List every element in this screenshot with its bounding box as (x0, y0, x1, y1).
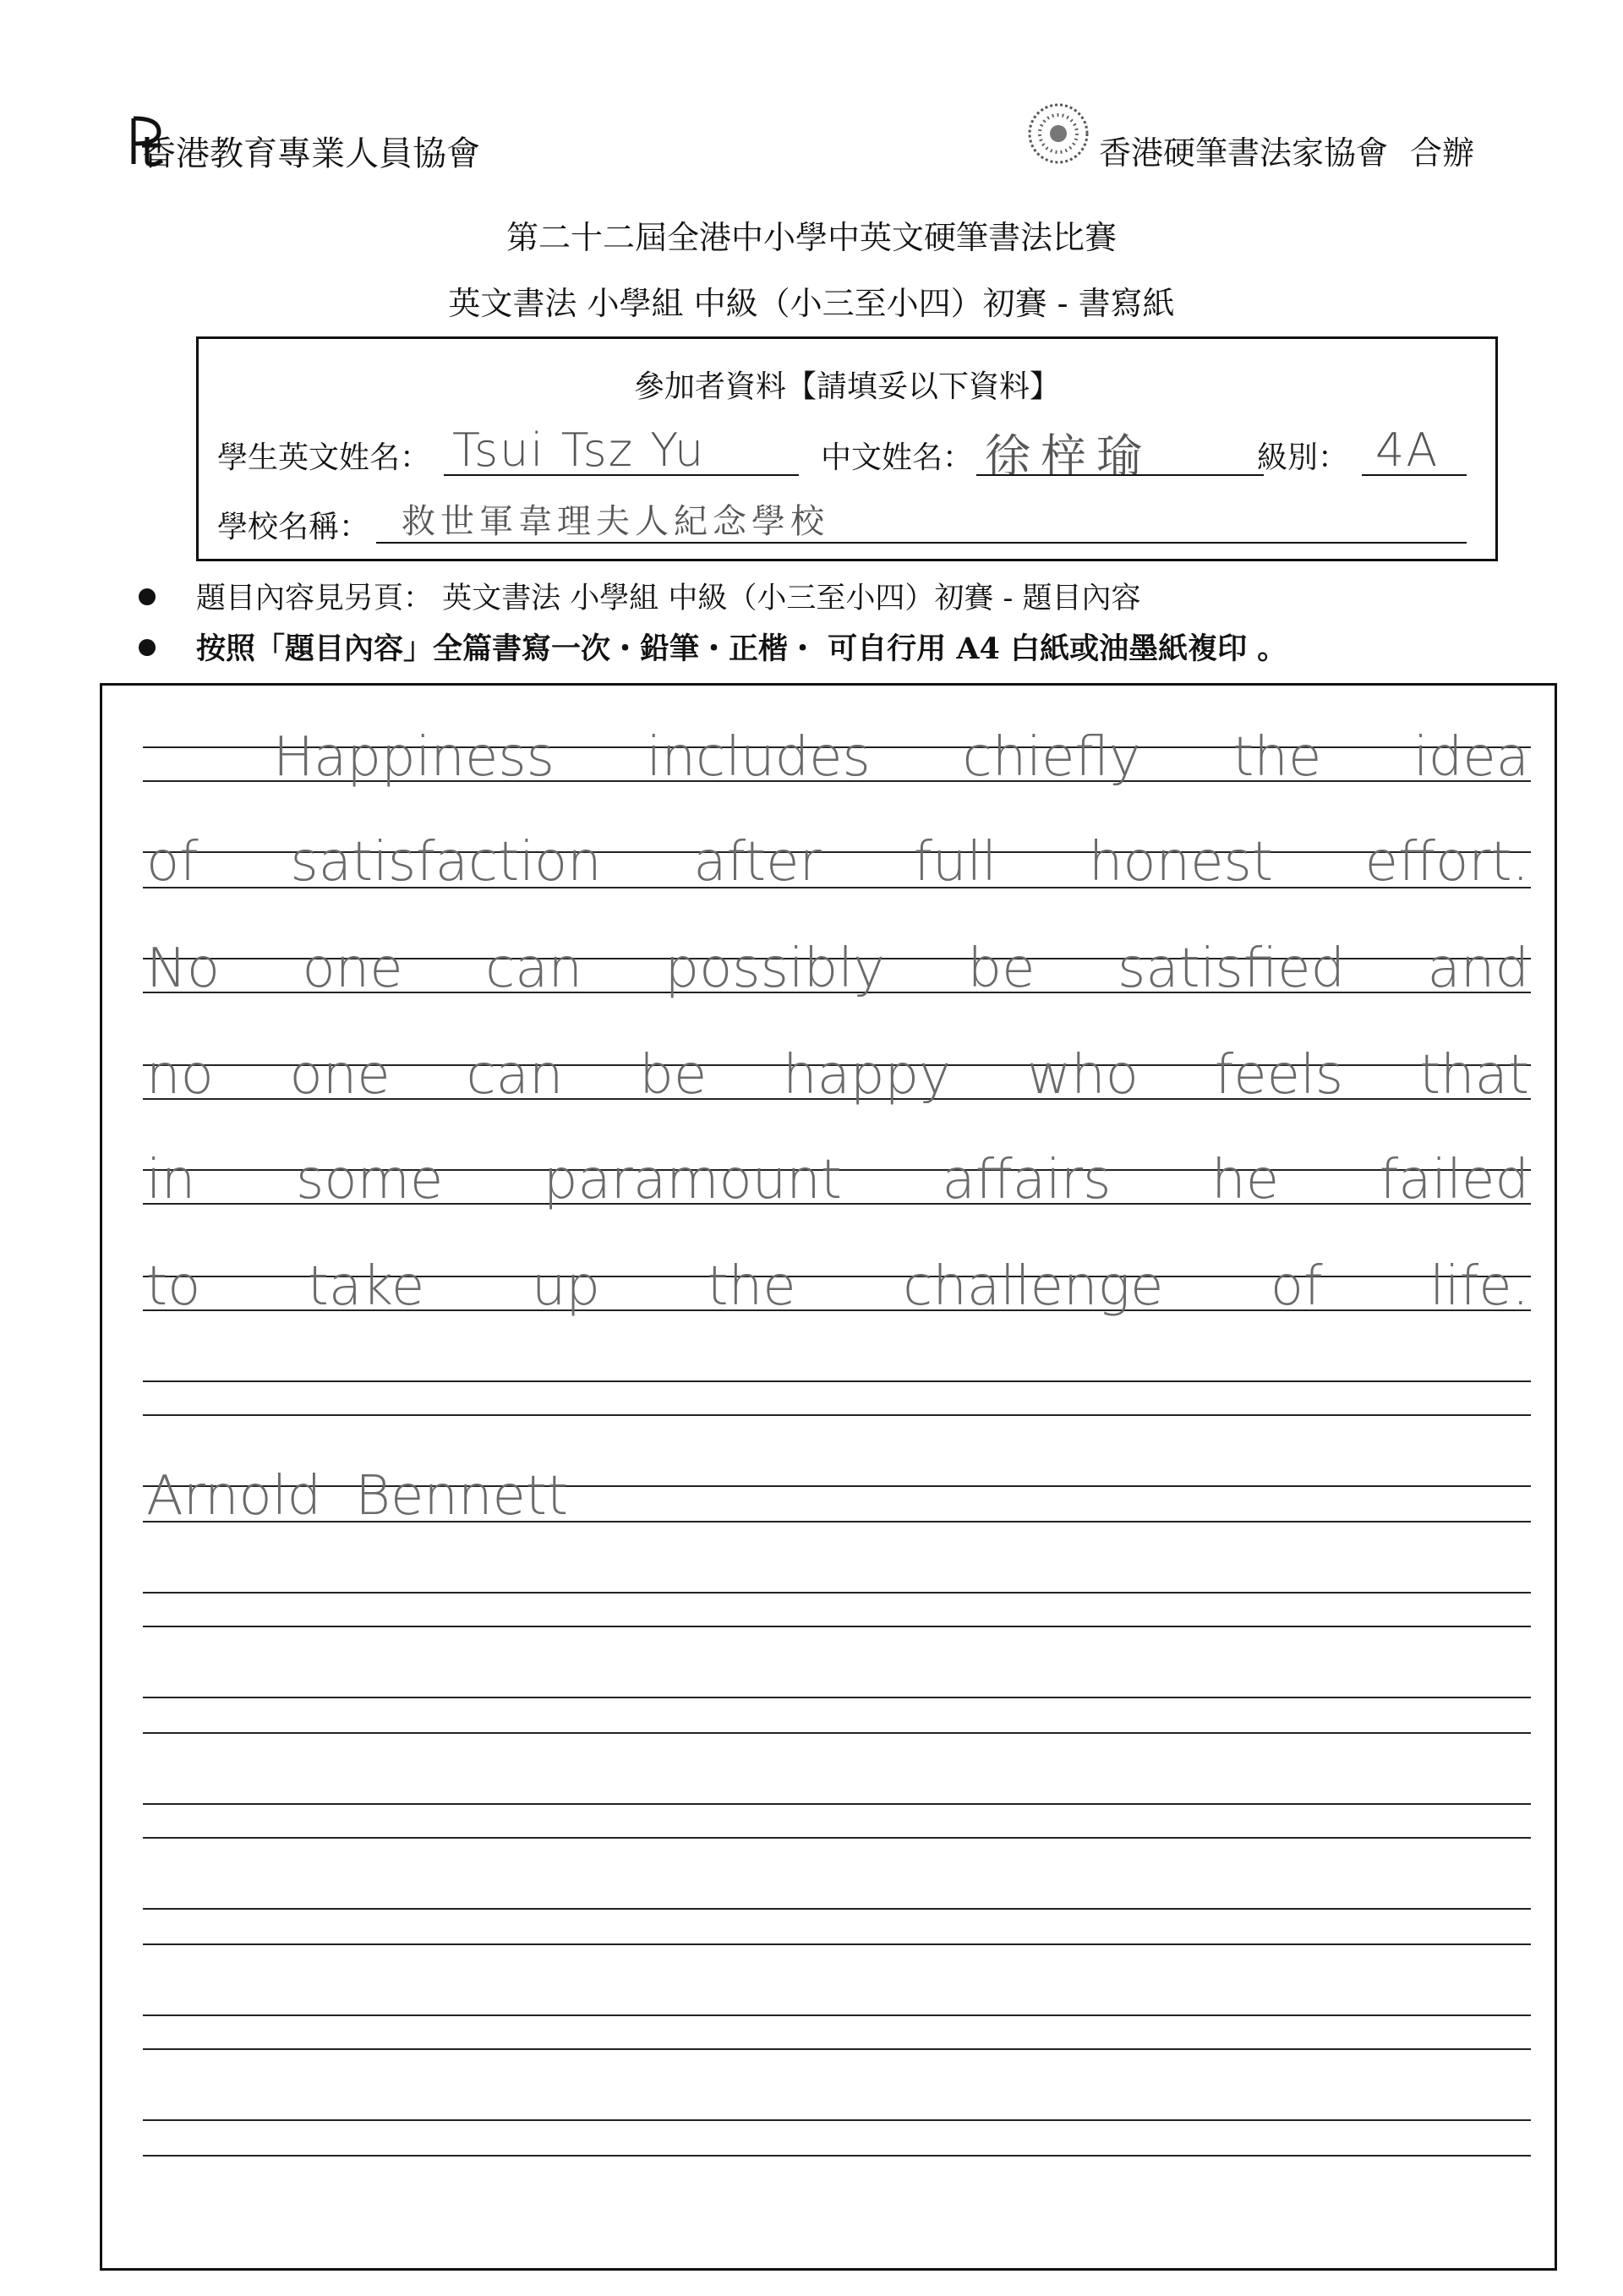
class-value: 4A (1375, 424, 1440, 477)
handwritten-word: of (146, 831, 199, 894)
handwriting-author (146, 1465, 1529, 1528)
handwriting-line (146, 1044, 1529, 1107)
guide-line (143, 1732, 1531, 1734)
guide-line (143, 2014, 1531, 2016)
guide-line (143, 1592, 1531, 1594)
english-name-value: Tsui Tsz Yu (452, 424, 706, 477)
handwritten-word: one (289, 1044, 391, 1107)
handwritten-word: includes (646, 726, 871, 789)
handwritten-word: to (146, 1255, 201, 1318)
handwritten-word: the (707, 1255, 796, 1318)
handwritten-word: be (967, 938, 1036, 1000)
handwritten-word: after (693, 831, 822, 894)
school-label: 學校名稱： (217, 510, 370, 544)
handwritten-word: up (531, 1255, 600, 1318)
organizer-left: 香港教育專業人員協會 (142, 134, 480, 173)
guide-line (143, 1380, 1531, 1382)
chinese-name-label: 中文姓名： (821, 440, 974, 475)
handwritten-word: effort. (1364, 831, 1529, 894)
handwriting-line (146, 726, 1529, 789)
school-line (376, 542, 1467, 544)
handwriting-line (146, 1255, 1529, 1318)
handwritten-word: of (1270, 1255, 1323, 1318)
calligraphy-association-seal-icon (1025, 100, 1092, 167)
handwritten-word: feels (1214, 1044, 1344, 1107)
handwriting-line (146, 831, 1529, 894)
chinese-name-line (976, 474, 1264, 476)
instruction-1: 題目內容見另頁： 英文書法 小學組 中級（小三至小四）初賽 - 題目內容 (196, 582, 1141, 615)
handwritten-word: one (302, 938, 403, 1000)
guide-line (143, 2155, 1531, 2157)
bullet-icon (139, 639, 156, 656)
handwriting-line (146, 1149, 1529, 1211)
handwritten-word: chiefly (962, 726, 1141, 789)
bullet-icon (139, 588, 156, 605)
class-label: 級別： (1257, 440, 1349, 475)
handwritten-word: idea (1413, 726, 1529, 789)
handwritten-word: failed (1379, 1149, 1529, 1211)
handwritten-word: possibly (664, 938, 886, 1000)
paper-title: 英文書法 小學組 中級（小三至小四）初賽 - 書寫紙 (448, 285, 1175, 322)
handwritten-word: he (1211, 1149, 1280, 1211)
guide-line (143, 1943, 1531, 1945)
guide-line (143, 1837, 1531, 1839)
handwritten-word: satisfied (1117, 938, 1346, 1000)
english-name-line (444, 474, 799, 476)
competition-title: 第二十二屆全港中小學中英文硬筆書法比賽 (505, 219, 1117, 256)
handwritten-word: No (146, 938, 221, 1000)
handwritten-word: and (1427, 938, 1529, 1000)
handwritten-word: satisfaction (290, 831, 602, 894)
handwritten-word: full (913, 831, 997, 894)
handwritten-word: happy (783, 1044, 951, 1107)
chinese-name-value: 徐梓瑜 (985, 429, 1152, 483)
school-value: 救世軍韋理夫人紀念學校 (402, 502, 829, 541)
handwritten-word: in (146, 1149, 196, 1211)
handwritten-word: who (1026, 1044, 1139, 1107)
handwritten-word: that (1418, 1044, 1529, 1107)
handwritten-word: the (1232, 726, 1322, 789)
handwritten-word: paramount (543, 1149, 842, 1211)
handwritten-word: affairs (942, 1149, 1112, 1211)
guide-line (143, 2048, 1531, 2050)
handwritten-word: some (295, 1149, 444, 1211)
handwritten-word: Bennett (355, 1465, 569, 1528)
handwritten-word: life. (1429, 1255, 1529, 1318)
guide-line (143, 1626, 1531, 1627)
writing-paper (100, 683, 1557, 2271)
handwritten-word: Arnold (146, 1465, 322, 1528)
handwritten-word: honest (1088, 831, 1273, 894)
co-host-label: 合辦 (1410, 134, 1475, 172)
organizer-right: 香港硬筆書法家協會 (1099, 134, 1389, 172)
handwritten-word: challenge (903, 1255, 1164, 1318)
handwritten-word: no (146, 1044, 214, 1107)
guide-line (143, 1414, 1531, 1416)
handwritten-word: Happiness (273, 726, 555, 789)
handwriting-line (146, 938, 1529, 1000)
handwritten-word: be (639, 1044, 708, 1107)
handwritten-word: can (466, 1044, 564, 1107)
guide-line (143, 1697, 1531, 1698)
guide-line (143, 1803, 1531, 1805)
guide-line (143, 1908, 1531, 1910)
class-line (1362, 474, 1467, 476)
handwritten-word: take (307, 1255, 425, 1318)
participant-info-box (196, 336, 1498, 561)
guide-line (143, 2119, 1531, 2121)
handwritten-word: can (485, 938, 583, 1000)
participant-box-title: 參加者資料【請填妥以下資料】 (633, 369, 1060, 404)
instruction-2: 按照「題目內容」全篇書寫一次・鉛筆・正楷・ 可自行用 A4 白紙或油墨紙複印 。 (196, 631, 1287, 666)
english-name-label: 學生英文姓名： (217, 440, 431, 475)
